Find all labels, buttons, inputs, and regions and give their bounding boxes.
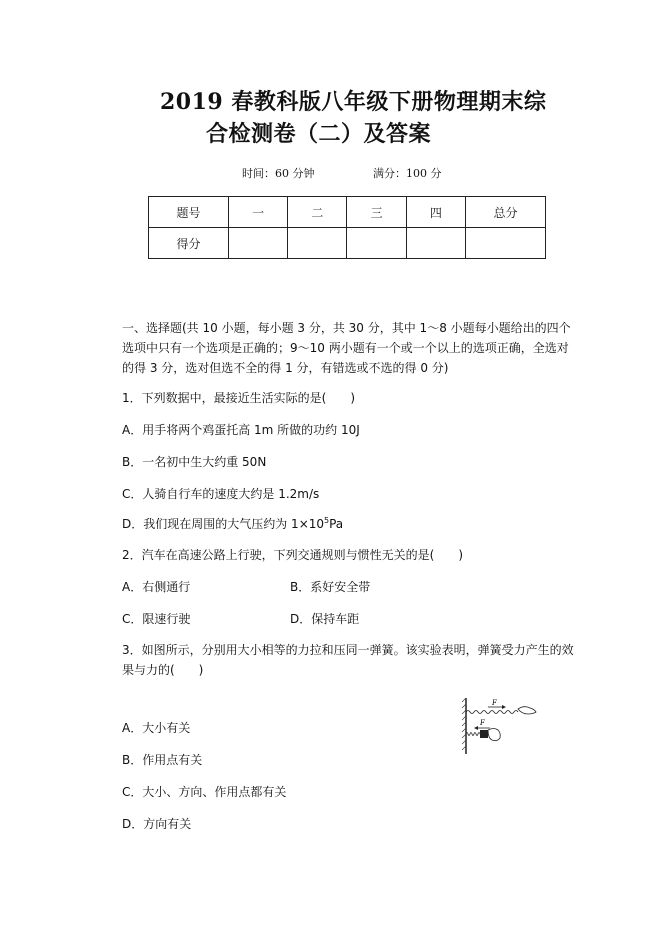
question-2-option-d: D．保持车距	[290, 612, 360, 626]
question-1-option-d-text: D．我们现在周围的大气压约为 1×10	[122, 517, 325, 531]
score-table-header: 三	[347, 197, 406, 228]
spring-block	[480, 730, 488, 738]
score-cell[interactable]	[406, 228, 465, 259]
score-table-header-row	[149, 197, 546, 228]
question-3-option-a: A．大小有关	[122, 721, 191, 735]
question-1-option-c: C．人骑自行车的速度大约是 1.2m/s	[122, 487, 320, 501]
exam-full-score: 满分：100 分	[373, 167, 442, 180]
section-1-intro-text: 一、选择题(共 10 小题，每小题 3 分，共 30 分，其中 1～8 小题每小题给出的四个选项中只有一个选项是正确的；9～10 两小题有一个或一个以上的选项正确，全选对的得 3 分，选对但选不全的得 1 分，有错选或不选的得 0 分)	[122, 321, 571, 375]
question-1-stem: 1．下列数据中，最接近生活实际的是( )	[122, 391, 355, 405]
question-2-option-b: B．系好安全带	[290, 580, 371, 594]
title-line-2: 合检测卷（二）及答案	[206, 121, 432, 147]
question-2-option-a: A．右侧通行	[122, 580, 191, 594]
question-1-option-a: A．用手将两个鸡蛋托高 1m 所做的功约 10J	[122, 423, 360, 437]
pushing-hand-icon	[488, 729, 500, 741]
question-2-stem: 2．汽车在高速公路上行驶，下列交通规则与惯性无关的是( )	[122, 548, 464, 562]
question-1-option-d-unit: Pa	[329, 517, 344, 531]
title-line-1: 2019 春教科版八年级下册物理期末综	[160, 89, 547, 115]
score-cell[interactable]	[288, 228, 347, 259]
question-3-option-c: C．大小、方向、作用点都有关	[122, 785, 287, 799]
question-3-option-d: D．方向有关	[122, 817, 192, 831]
spring-figure	[460, 696, 540, 756]
score-table-score-row	[149, 228, 546, 259]
score-table-header: 一	[228, 197, 287, 228]
force-label-top: F	[492, 699, 497, 707]
score-table-header: 四	[406, 197, 465, 228]
question-2-option-c: C．限速行驶	[122, 612, 191, 626]
pull-arrow-head	[502, 705, 506, 709]
pulling-hand-icon	[518, 707, 536, 714]
compressed-spring	[466, 733, 480, 736]
score-cell[interactable]	[466, 228, 546, 259]
score-table-header: 二	[288, 197, 347, 228]
stretched-spring	[466, 711, 518, 714]
score-cell[interactable]	[347, 228, 406, 259]
score-table-row-label: 得分	[149, 228, 229, 259]
score-cell[interactable]	[228, 228, 287, 259]
score-table	[148, 196, 546, 259]
force-label-bottom: F	[480, 719, 485, 727]
question-3-stem: 3．如图所示，分别用大小相等的力拉和压同一弹簧。该实验表明，弹簧受力产生的效果与力的( )	[122, 643, 574, 677]
question-1-option-d	[122, 515, 343, 532]
document-title	[160, 86, 580, 150]
exam-time: 时间：60 分钟	[242, 167, 315, 180]
section-1-instructions	[122, 318, 574, 378]
push-arrow-head	[474, 726, 478, 730]
score-table-header: 题号	[149, 197, 229, 228]
question-3-option-b: B．作用点有关	[122, 753, 203, 767]
score-table-header: 总分	[466, 197, 546, 228]
question-1-option-b: B．一名初中生大约重 50N	[122, 455, 267, 469]
question-1-option-d-exponent: 5	[324, 516, 330, 525]
